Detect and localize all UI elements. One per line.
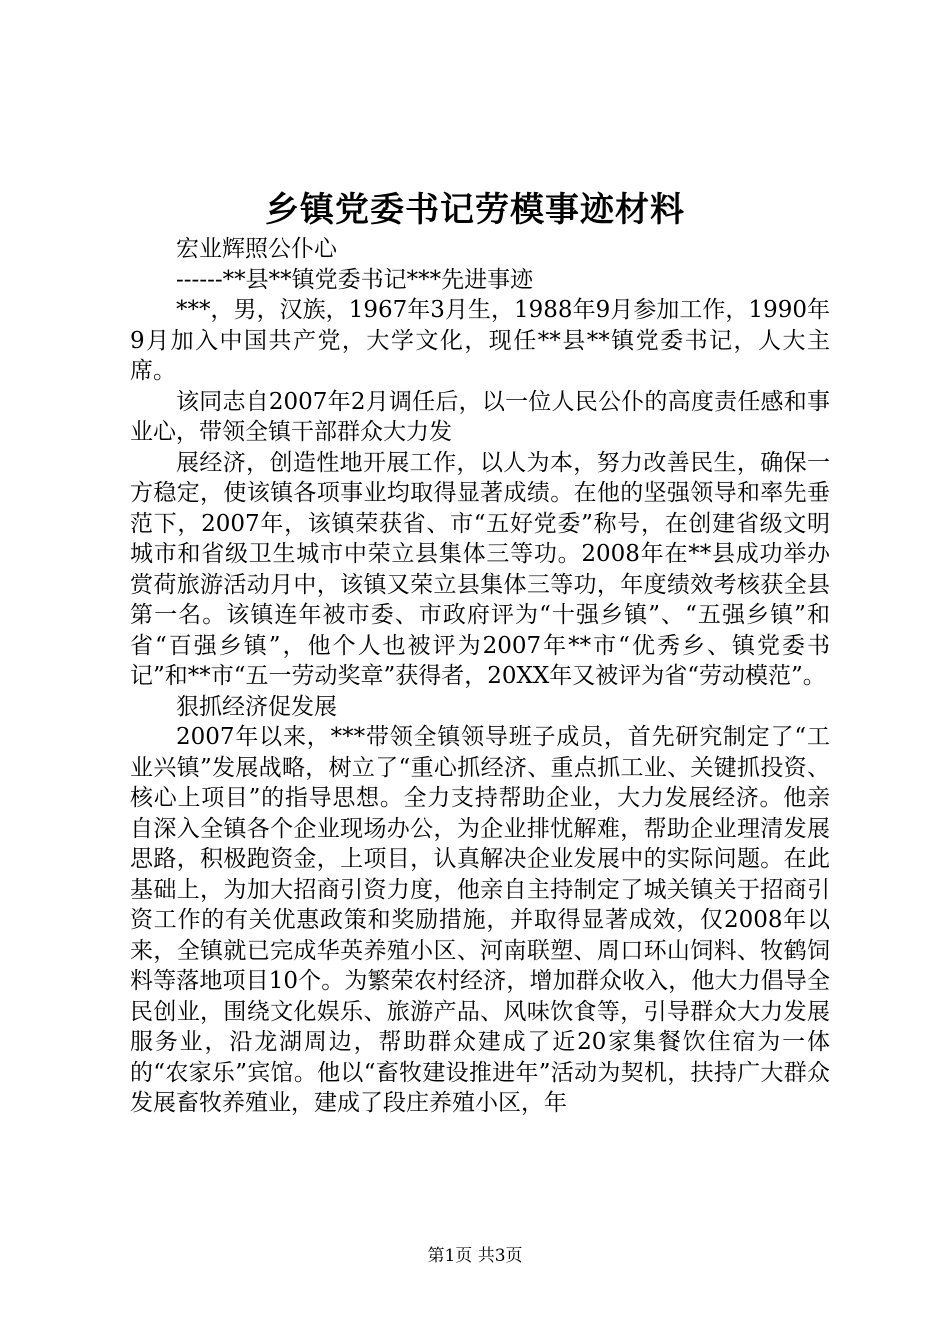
byline-paragraph: ------**县**镇党委书记***先进事迹 xyxy=(176,266,534,293)
body-paragraph: 该同志自2007年2月调任后，以一位人民公仆的高度责任感和事业心，带领全镇干部群众大力发 xyxy=(130,388,830,445)
body-paragraph: 展经济，创造性地开展工作，以人为本，努力改善民生，确保一方稳定，使该镇各项事业均取得显著成绩。在他的坚强领导和率先垂范下，2007年，该镇荣获省、市“五好党委”称号，在创建省级文明城市和省级卫生城市中荣立县集体三等功。2008年在**县成功举办赏荷旅游活动月中，该镇又荣立县集体三等功，年度绩效考核获全县第一名。该镇连年被市委、市政府评为“十强乡镇”、“五强乡镇”和省“百强乡镇”，他个人也被评为2007年**市“优秀乡、镇党委书记”和**市“五一劳动奖章”获得者，20XX年又被评为省“劳动模范”。 xyxy=(130,449,830,689)
document-body xyxy=(130,234,830,1119)
page-number-footer: 第1页 共3页 xyxy=(427,1246,523,1266)
body-paragraph: 2007年以来，***带领全镇领导班子成员，首先研究制定了“工业兴镇”发展战略，树立了“重心抓经济、重点抓工业、关键抓投资、核心上项目”的指导思想。全力支持帮助企业，大力发展经济。他亲自深入全镇各个企业现场办公，为企业排忧解难，帮助企业理清发展思路，积极跑资金，上项目，认真解决企业发展中的实际问题。在此基础上，为加大招商引资力度，他亲自主持制定了城关镇关于招商引资工作的有关优惠政策和奖励措施，并取得显著成效，仅2008年以来，全镇就已完成华英养殖小区、河南联塑、周口环山饲料、牧鹤饲料等落地项目10个。为繁荣农村经济，增加群众收入，他大力倡导全民创业，围绕文化娱乐、旅游产品、风味饮食等，引导群众大力发展服务业，沿龙湖周边，帮助群众建成了近20家集餐饮住宿为一体的“农家乐”宾馆。他以“畜牧建设推进年”活动为契机，扶持广大群众发展畜牧养殖业，建成了段庄养殖小区，年 xyxy=(130,724,830,1116)
body-paragraph: ***，男，汉族，1967年3月生，1988年9月参加工作，1990年9月加入中国共产党，大学文化，现任**县**镇党委书记，人大主席。 xyxy=(130,297,830,384)
document-title: 乡镇党委书记劳模事迹材料 xyxy=(265,190,685,230)
section-heading: 狠抓经济促发展 xyxy=(176,693,337,720)
subtitle-paragraph: 宏业辉照公仆心 xyxy=(176,236,337,262)
